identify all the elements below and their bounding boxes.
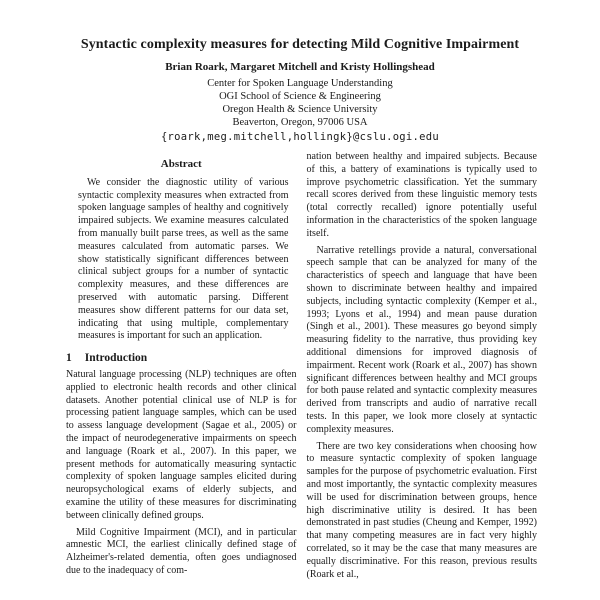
two-column-body: [66, 148, 537, 600]
paper-header: [0, 0, 600, 143]
affiliation-block: [0, 77, 600, 129]
intro-paragraph-1: Natural language processing (NLP) techniques are often applied to electronic health records and other clinical datasets. Another potential clinical use of NLP is for processing patient language samples, which can be used to assess language development (Sagae et al., 2005) or the impact of neurodegenerative impairments on speech and language (Roark et al., 2007). In this paper, we present methods for automatically measuring syntactic complexity of spoken language samples elicited during neuropsychological exams of elderly subjects, and examine the utility of these measures for discriminating between clinically defined groups.: [66, 368, 297, 521]
section-heading-introduction: [66, 352, 297, 365]
left-column: [66, 148, 297, 600]
affiliation-line-4: Beaverton, Oregon, 97006 USA: [232, 117, 368, 128]
section-number: 1: [66, 352, 72, 365]
right-paragraph-2: Narrative retellings provide a natural, conversational speech sample that can be analyzed for many of the characteristics of speech and language that have been shown to discriminate between healthy and impaired subjects, including syntactic complexity (Kemper et al., 1993; Lyons et al., 1994) and mean pause duration (Singh et al., 2001). These measures go beyond simply measuring fidelity to the narrative, thus providing key additional dimensions for improved diagnosis of impairment. Recent work (Roark et al., 2007) has shown significant differences between healthy and MCI groups for both pause related and syntactic complexity measures derived from transcripts and audio of narrative recall tests. In this paper, we look more closely at syntactic complexity measures.: [306, 244, 537, 435]
email-line: {roark,meg.mitchell,hollingk}@cslu.ogi.edu: [160, 131, 440, 143]
right-paragraph-3: There are two key considerations when choosing how to measure syntactic complexity of spoken language samples for the purpose of psychometric evaluation. First and most importantly, the syntactic complexity measures will be used for discrimination between groups, hence high discriminative utility is desired. It has been demonstrated in past studies (Cheung and Kemper, 1992) that many competing measures are in fact very highly correlated, so it may be the case that many measures are equally discriminative. For this reason, previous results (Roark et al.,: [306, 440, 537, 580]
affiliation-line-3: Oregon Health & Science University: [222, 104, 378, 115]
right-column: [307, 148, 538, 600]
abstract-paragraph: We consider the diagnostic utility of various syntactic complexity measures when extracted from spoken language samples of healthy and cognitively impaired subjects. We examine measures calculated from manually built parse trees, as well as the same measures calculated from automatic parses. We show statistically significant differences between clinical subject groups for a number of syntactic complexity measures, and these differences are preserved with automatic parsing. Different measures show different patterns for our data set, indicating that using multiple, complementary measures is important for such an application.: [78, 176, 289, 342]
abstract-body: [78, 177, 289, 343]
intro-paragraph-2: Mild Cognitive Impairment (MCI), and in particular amnestic MCI, the earliest clinically defined stage of Alzheimer's-related dementia, often goes undiagnosed due to the inadequacy of com-: [66, 526, 297, 576]
right-paragraph-1: nation between healthy and impaired subjects. Because of this, a battery of examinations is typically used to improve psychometric classification. Yet the summary recall scores derived from these linguistic memory tests (total correctly recalled) ignore potentially useful information in the characteristics of the spoken language itself.: [306, 151, 537, 239]
affiliation-line-2: OGI School of Science & Engineering: [219, 91, 381, 102]
affiliation-line-1: Center for Spoken Language Understanding: [207, 78, 393, 89]
page-title: Syntactic complexity measures for detecting Mild Cognitive Impairment: [80, 37, 520, 52]
abstract-heading: Abstract: [160, 158, 202, 170]
section-title: Introduction: [84, 352, 148, 365]
authors-line: Brian Roark, Margaret Mitchell and Kristy Hollingshead: [165, 61, 435, 73]
